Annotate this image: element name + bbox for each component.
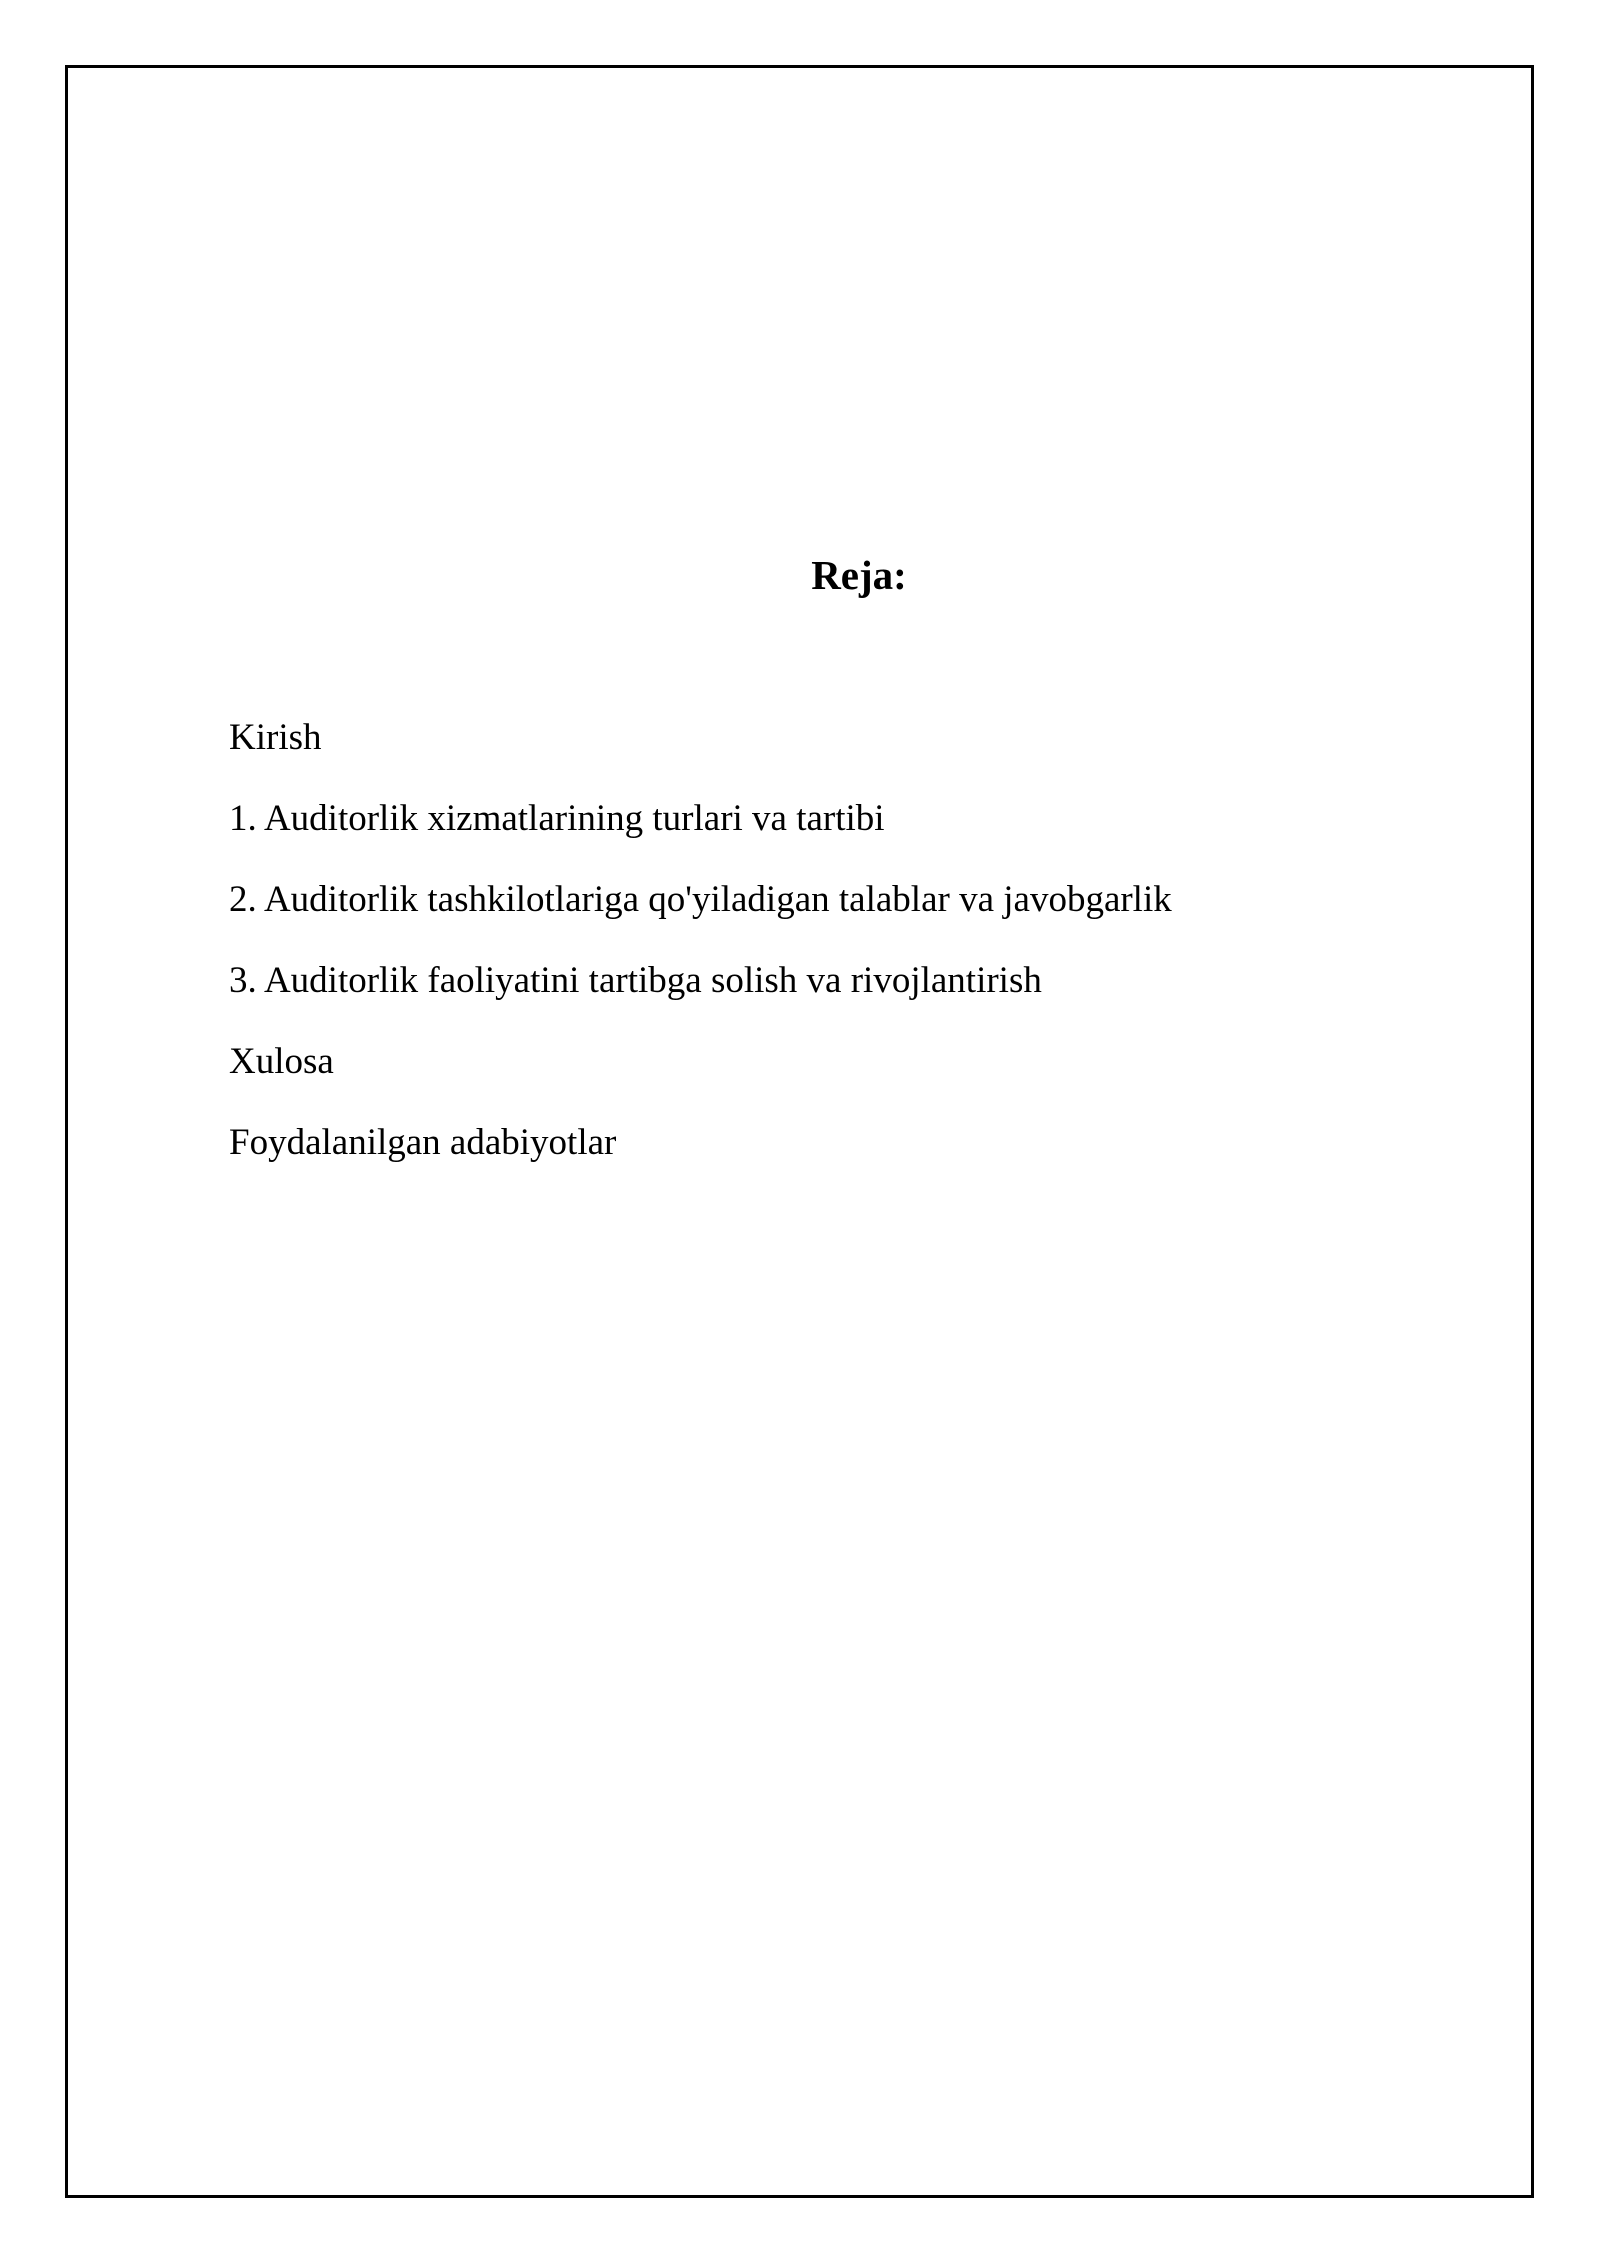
plan-item-2: 2. Auditorlik tashkilotlariga qo'yiladigan talablar va javobgarlik — [229, 879, 1172, 920]
plan-item-3: 3. Auditorlik faoliyatini tartibga solish va rivojlantirish — [229, 960, 1042, 1001]
plan-item-1: 1. Auditorlik xizmatlarining turlari va tartibi — [229, 798, 885, 839]
page-title: Reja: — [811, 552, 907, 598]
plan-item-references: Foydalanilgan adabiyotlar — [229, 1122, 617, 1163]
plan-item-conclusion: Xulosa — [229, 1041, 334, 1082]
plan-item-intro: Kirish — [229, 717, 322, 758]
plan-list — [229, 697, 1172, 1183]
